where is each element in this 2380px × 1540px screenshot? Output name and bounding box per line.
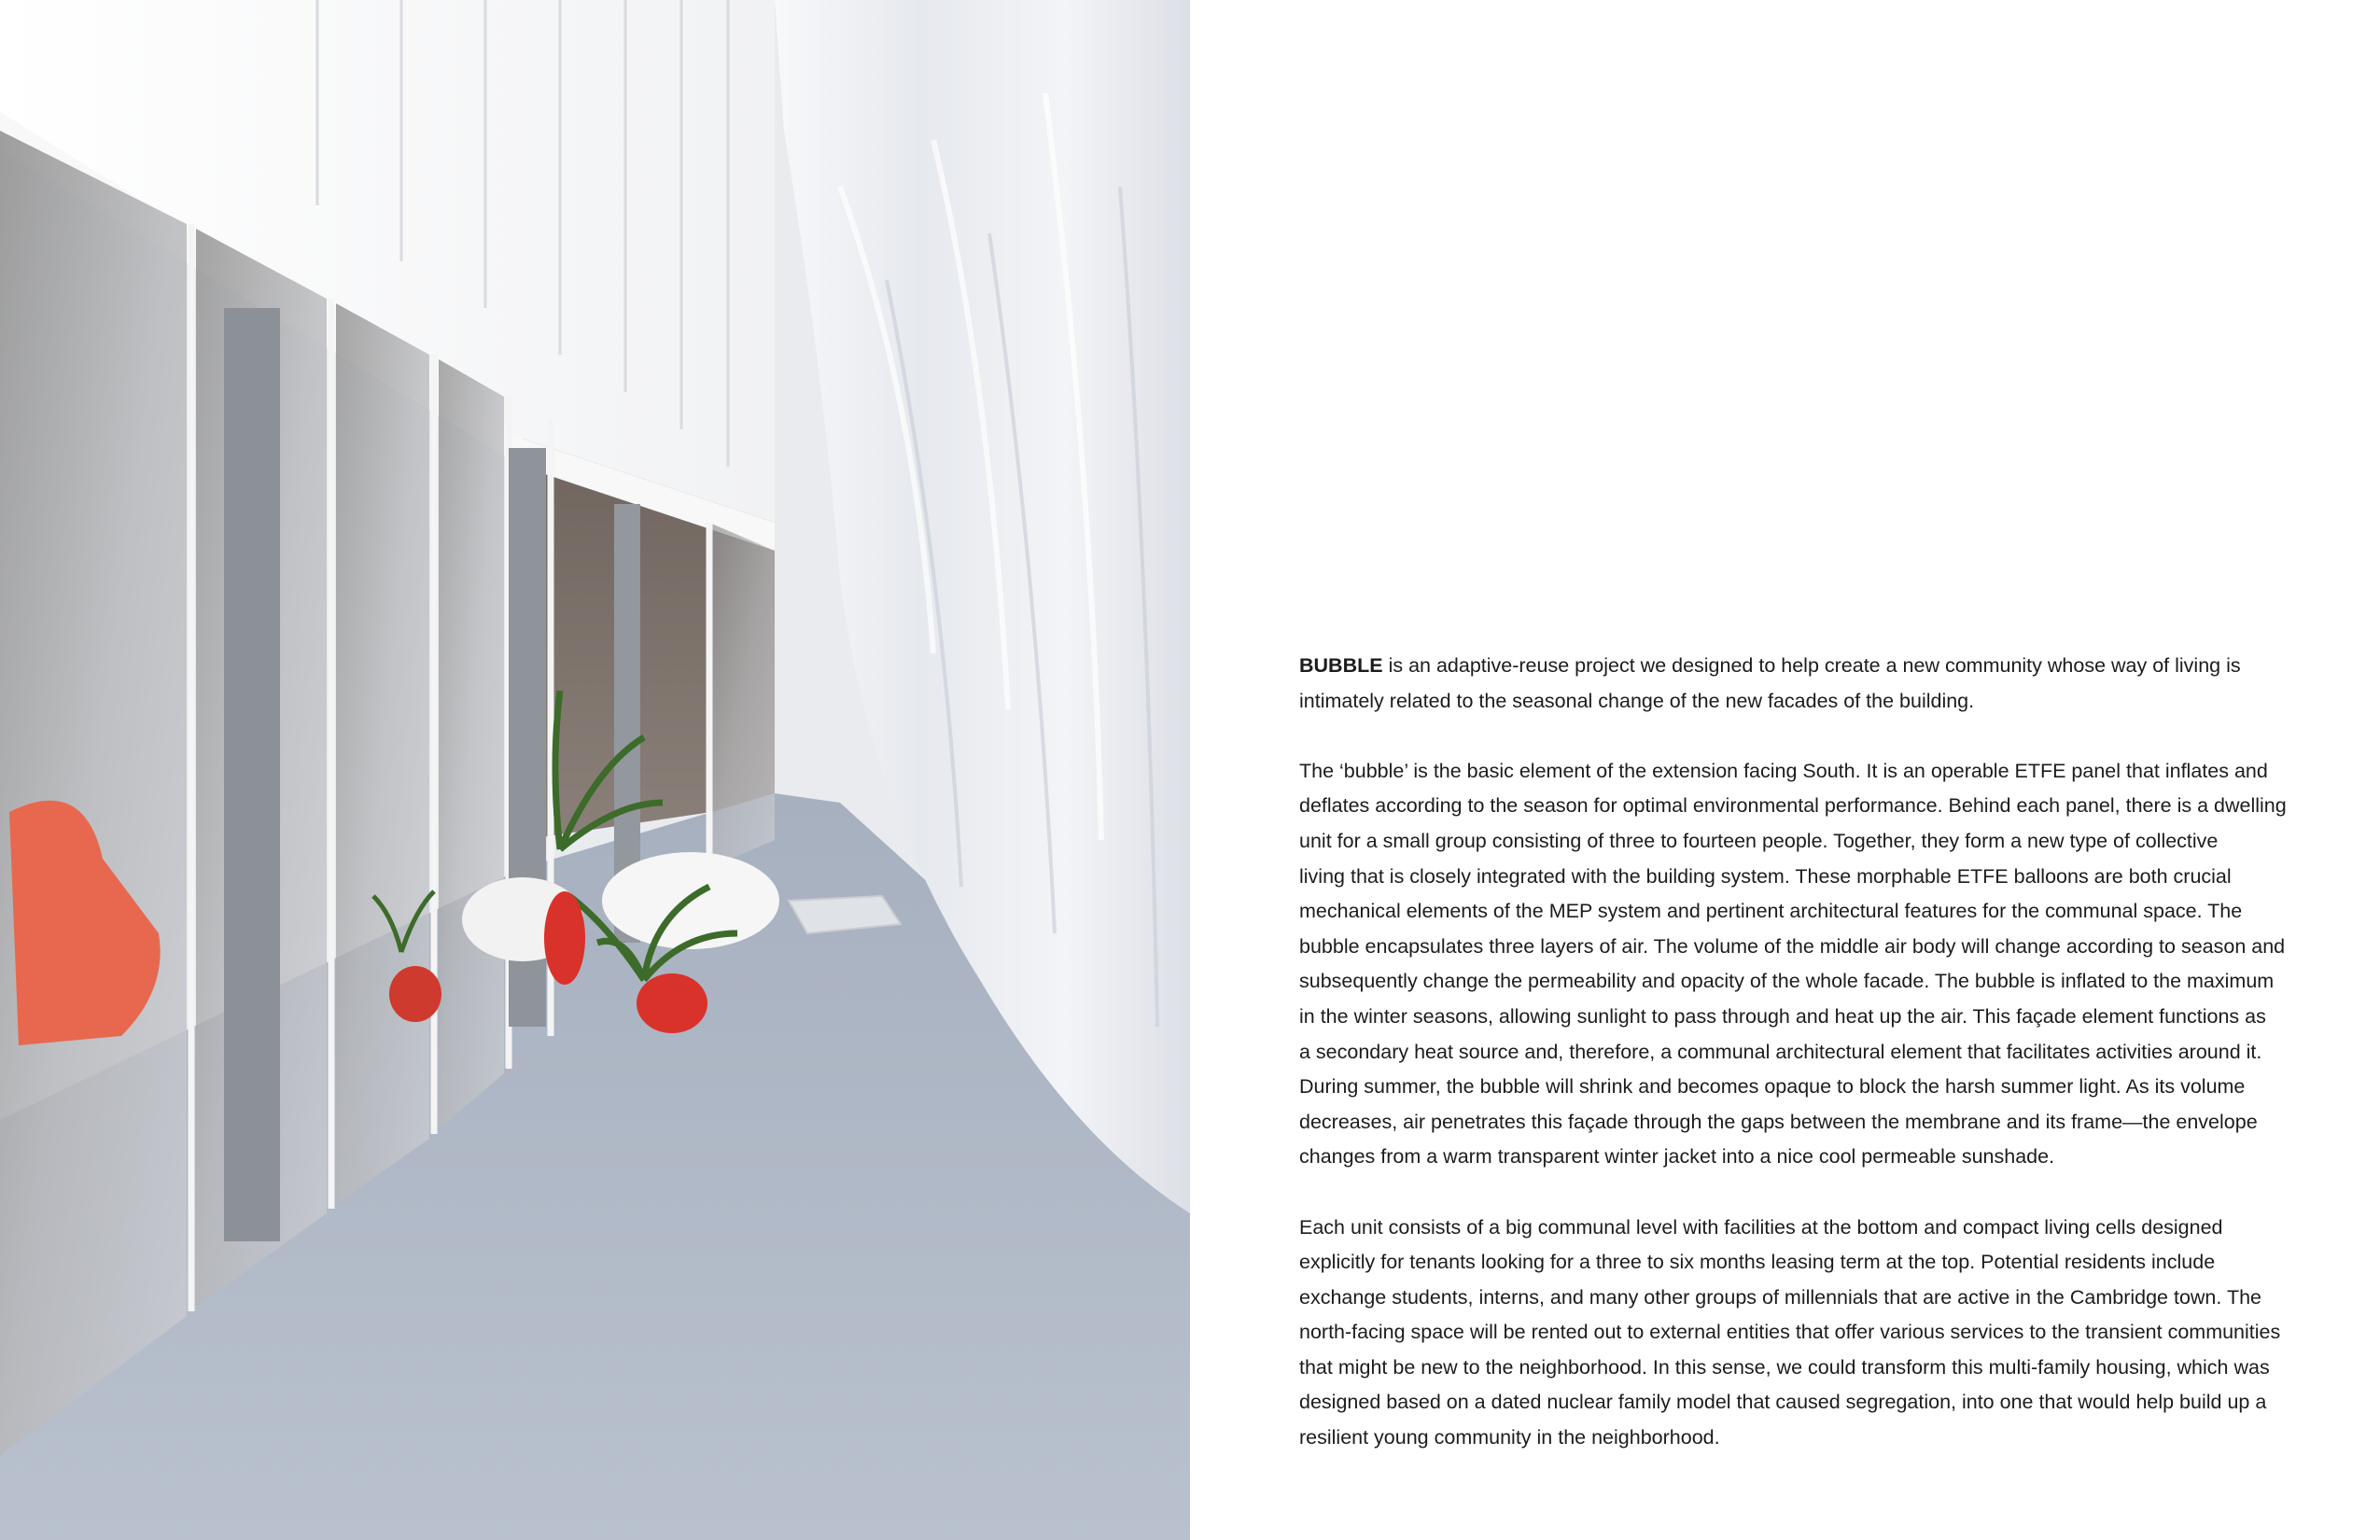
text-line-content: is an adaptive-reuse project we designed to help create a new community whose way of living is [1382,654,2241,677]
project-name: BUBBLE [1299,654,1383,677]
text-line [1299,649,2289,684]
text-line: a secondary heat source and, therefore, a communal architectural element that facilitates activities around it. [1299,1040,2262,1063]
text-line: subsequently change the permeability and opacity of the whole facade. The bubble is inflated to the maximum [1299,970,2275,993]
text-line: exchange students, interns, and many other groups of millennials that are active in the Cambridge town. The [1299,1285,2261,1309]
text-line: unit for a small group consisting of three to fourteen people. Together, they form a new type of collective [1299,829,2219,852]
text-line: changes from a warm transparent winter jacket into a nice cool permeable sunshade. [1299,1145,2055,1169]
column [224,308,280,1241]
bubble-paragraph [1299,754,2289,1175]
text-line: designed based on a dated nuclear family model that caused segregation, into one that would help build up a [1299,1391,2267,1414]
text-line: intimately related to the seasonal change of the new facades of the building. [1299,689,1975,712]
text-line: Each unit consists of a big communal level with facilities at the bottom and compact living cells designed [1299,1215,2223,1239]
text-line: explicitly for tenants looking for a three to six months leasing term at the top. Potential residents include [1299,1251,2216,1274]
units-paragraph [1299,1211,2289,1456]
text-line: north-facing space will be rented out to external entities that offer various services to the transient communities [1299,1321,2281,1344]
text-line: decreases, air penetrates this façade through the gaps between the membrane and its frame—the envelope [1299,1110,2258,1133]
text-line: bubble encapsulates three layers of air. The volume of the middle air body will change according to season and [1299,934,2286,958]
text-line: resilient young community in the neighborhood. [1299,1426,1720,1449]
intro-paragraph [1299,649,2289,719]
text-line: deflates according to the season for optimal environmental performance. Behind each panel, there is a dwelling [1299,794,2287,818]
text-line: During summer, the bubble will shrink and becomes opaque to block the harsh summer light. As its volume [1299,1075,2246,1099]
text-line: The ‘bubble’ is the basic element of the extension facing South. It is an operable ETFE panel that inflates and [1299,759,2268,782]
text-line: mechanical elements of the MEP system and pertinent architectural features for the communal space. The [1299,900,2243,923]
article-text [1299,649,2289,1491]
text-line: that might be new to the neighborhood. In this sense, we could transform this multi-family housing, which was [1299,1355,2270,1379]
text-line: living that is closely integrated with the building system. These morphable ETFE balloons are both crucial [1299,864,2232,888]
text-line: in the winter seasons, allowing sunlight to pass through and heat up the air. This façade element functions as [1299,1004,2266,1028]
